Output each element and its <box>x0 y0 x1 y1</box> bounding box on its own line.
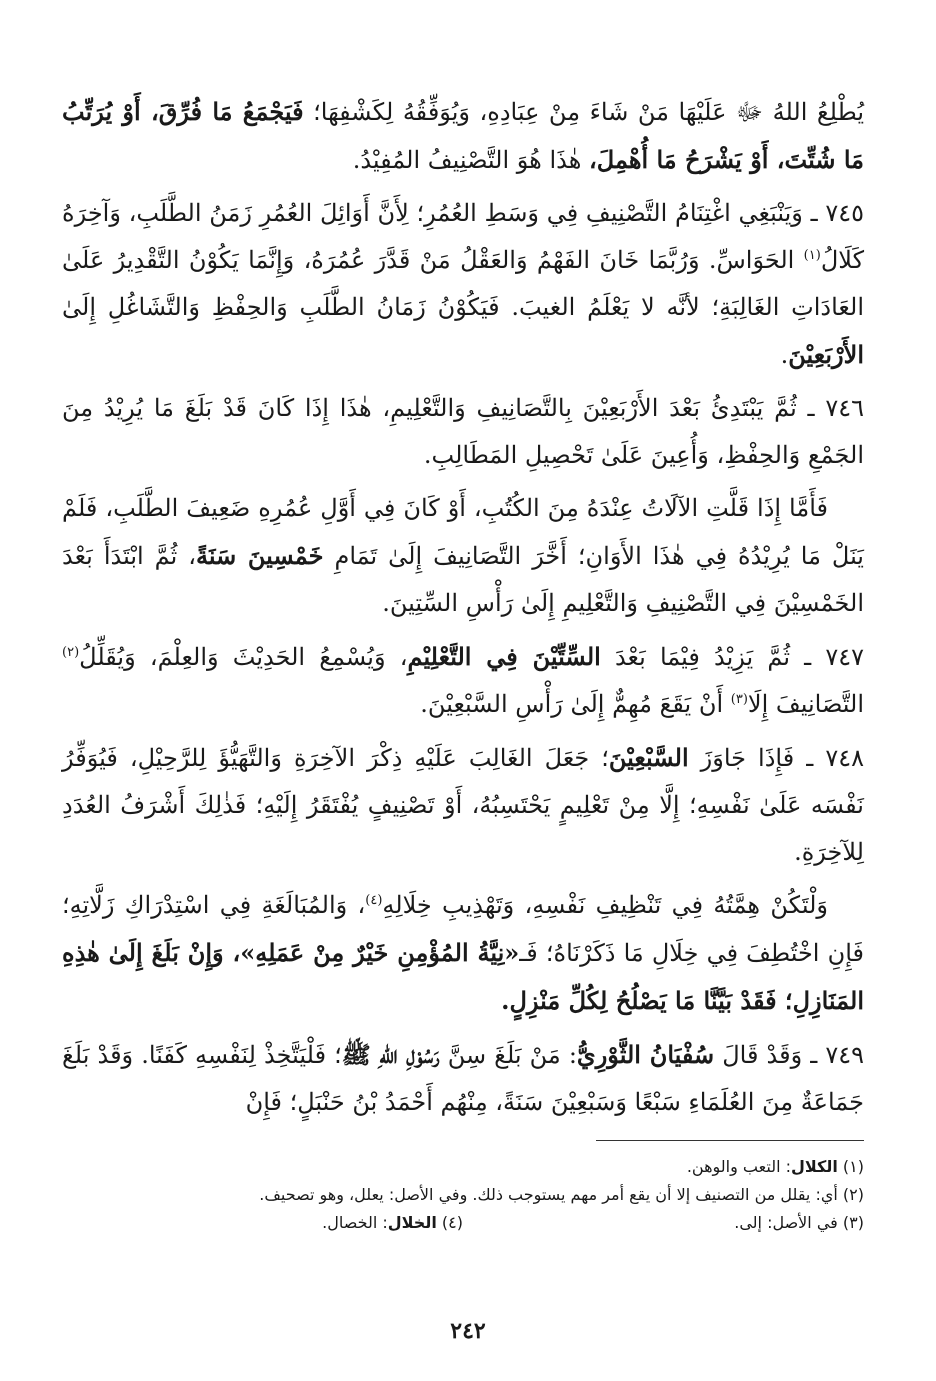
footnote-1-term: الكلال <box>790 1157 838 1176</box>
footnote-3 <box>463 1209 864 1237</box>
footnote-4-number: (٤) <box>441 1213 463 1232</box>
bold-text: خَمْسِينَ سَنَةً <box>195 541 324 570</box>
text-segment: ٧٤٩ ـ وَقَدْ قَالَ <box>714 1041 864 1069</box>
bold-text: الأَرْبَعِيْنَ <box>788 340 864 369</box>
text-segment: الحَوَاسِّ. وَرُبَّمَا خَانَ الفَهْمُ وَالعَقْلُ مَنْ قَدَّرَ عُمُرَهُ، وَإِنَّمَا يَكُوْنُ التَّقْدِيرُ عَلَىٰ العَادَاتِ الغَالِبَةِ؛ لأنَّه لا يَعْلَمُ الغيبَ. فَيَكُوْنُ زَمَانُ الطَّلَبِ وَالحِفْظِ وَالتَّشَاغُلِ إِلَىٰ <box>62 246 864 321</box>
footnote-marker: (١) <box>803 248 821 263</box>
text-segment: ؛ فَلْيَتَّخِذْ لِنَفْسِهِ كَفَنًا. وَقَدْ بَلَغَ جَمَاعَةٌ مِنَ العُلَمَاءِ سَبْعًا وَسَبْعِيْنَ سَنَةً، مِنْهُم أَحْمَدُ بْنُ حَنْبَلٍ؛ فَإِنْ <box>62 1041 864 1116</box>
text-segment: التَّصَانِيفَ إِلَا <box>747 690 864 718</box>
footnote-1 <box>62 1153 864 1181</box>
footnote-4-term: الخلال <box>387 1213 437 1232</box>
footnote-marker: (٣) <box>730 692 748 707</box>
bold-text: رَسُوْلِ اللهِ ﷺ <box>341 1040 440 1069</box>
text-segment: هٰذَا هُوَ التَّصْنِيفُ المُفِيْدُ. <box>352 146 590 174</box>
bold-text: فَيَجْمَعُ مَا فُرِّقَ، أَوْ يُرَتِّبُ مَا شُتِّتَ، أَوْ يَشْرَحُ مَا أُهْمِلَ، <box>62 97 864 174</box>
text-segment: : مَنْ بَلَغَ سِنَّ <box>439 1041 577 1069</box>
bold-text: «نِيَّةُ المُؤْمِنِ خَيْرٌ مِنْ عَمَلِهِ»، وَإِنْ بَلَغَ إِلَىٰ هٰذِهِ المَنَازِلِ؛ فَقَدْ بَيَّنَّا مَا يَصْلُحُ لِكُلِّ مَنْزِلٍ. <box>62 938 864 1015</box>
footnote-2-number: (٢) <box>842 1185 864 1204</box>
footnotes <box>62 1153 864 1237</box>
text-segment: فَأَمَّا إِذَا قَلَّتِ الآلَاتُ عِنْدَهُ مِنَ الكُتُبِ، أَوْ كَانَ فِي أَوَّلِ عُمُرِهِ ضَعِيفَ الطَّلَبِ، فَلَمْ يَنَلْ مَا يُرِيْدُهُ فِي هٰذَا الأَوَانِ؛ أَخَّرَ التَّصَانِيفَ إِلَىٰ تَمَامِ <box>62 494 864 570</box>
footnote-1-text: : التعب والوهن. <box>686 1157 791 1176</box>
footnote-2 <box>62 1181 864 1209</box>
paragraph-p6 <box>62 882 864 1025</box>
footnote-3-number: (٣) <box>842 1213 864 1232</box>
paragraph-p5 <box>62 734 864 876</box>
text-segment: . <box>780 341 789 369</box>
paragraph-p1 <box>62 190 864 379</box>
text-segment: وَلْتَكُنْ هِمَّتُهُ فِي تَنْظِيفِ نَفْسِهِ، وَتَهْذِيبِ خِلَالِهِ <box>382 891 828 919</box>
footnote-2-text: أي: يقلل من التصنيف إلا أن يقع أمر مهم يستوجب ذلك. وفي الأصل: يعلل، وهو تصحيف. <box>259 1185 838 1204</box>
text-segment: أَنْ يَقَعَ مُهِمٌّ إِلَىٰ رَأْسِ السَّبْعِيْنَ. <box>420 690 731 718</box>
page-number: ٢٤٢ <box>450 1318 486 1344</box>
bold-text: السِّتِّيْنَ فِي التَّعْلِيْمِ <box>407 642 601 671</box>
text-segment: ٧٤٥ ـ وَيَنْبَغِي اغْتِنَامُ التَّصْنِيفِ فِي وَسَطِ العُمُرِ؛ لِأَنَّ أَوَائِلَ العُمُرِ زَمَنُ الطَّلَبِ، وَآخِرَهُ كَلَالُ <box>62 199 864 274</box>
paragraph-p2 <box>62 385 864 479</box>
text-segment: ٧٤٧ ـ ثُمَّ يَزِيْدُ فِيْمَا بَعْدَ <box>600 643 865 671</box>
footnote-1-number: (١) <box>842 1157 864 1176</box>
paragraph-p0 <box>62 88 864 184</box>
text-segment: ، وَالمُبَالَغَةِ فِي اسْتِدْرَاكِ زَلَّاتِهِ؛ فَإِنِ اخْتُطِفَ فِي خِلَالِ مَا ذَكَرْنَاهُ؛ فَـ <box>62 891 864 967</box>
main-text <box>62 88 864 1126</box>
footnote-3-text: في الأصل: إلى. <box>734 1213 838 1232</box>
footnote-4 <box>62 1209 463 1237</box>
text-segment: ؛ جَعَلَ الغَالِبَ عَلَيْهِ ذِكْرَ الآخِرَةِ وَالتَّهَيُّؤَ لِلرَّحِيْلِ، فَيُوَفِّرُ نَفْسَه عَلَىٰ نَفْسِهِ؛ إِلَّا مِنْ تَعْلِيمٍ يَحْتَسِبُهُ، أَوْ تَصْنِيفٍ يُفْتَقَرُ إِلَيْهِ؛ فَذٰلِكَ أَشْرَفُ العُدَدِ لِلآخِرَةِ. <box>62 744 864 866</box>
text-segment: ، ثُمَّ ابْتَدَأَ بَعْدَ الخَمْسِيْنَ فِي التَّصْنِيفِ وَالتَّعْلِيمِ إِلَىٰ رَأْسِ السِّتِينَ. <box>62 542 864 617</box>
bold-text: سُفْيَانُ الثَّوْرِيُّ <box>576 1040 715 1069</box>
footnote-separator <box>596 1140 864 1141</box>
paragraph-p3 <box>62 485 864 627</box>
paragraph-p7 <box>62 1031 864 1126</box>
text-segment: ٧٤٨ ـ فَإِذَا جَاوَزَ <box>688 744 864 772</box>
text-segment: ٧٤٦ ـ ثُمَّ يَبْتَدِئُ بَعْدَ الأَرْبَعِيْنَ بِالتَّصَانِيفِ وَالتَّعْلِيمِ، هٰذَا إِذَا كَانَ قَدْ بَلَغَ مَا يُرِيْدُ مِنَ الجَمْعِ وَالحِفْظِ، وَأُعِينَ عَلَىٰ تَحْصِيلِ المَطَالِبِ. <box>62 394 864 469</box>
bold-text: السَّبْعِيْنَ <box>608 743 689 772</box>
text-segment: ، وَيُسْمِعُ الحَدِيْثَ وَالعِلْمَ، وَيُقَلِّلُ <box>79 643 408 671</box>
footnote-marker: (٢) <box>62 645 80 660</box>
footnote-4-text: : الخصال. <box>322 1213 388 1232</box>
footnote-row-3-4 <box>62 1209 864 1237</box>
footnote-marker: (٤) <box>365 893 383 908</box>
paragraph-p4 <box>62 633 864 728</box>
text-segment: يُطْلِعُ اللهُ ﷻ عَلَيْهَا مَنْ شَاءَ مِنْ عِبَادِهِ، وَيُوَفِّقُهُ لِكَشْفِهَا؛ <box>303 98 864 126</box>
